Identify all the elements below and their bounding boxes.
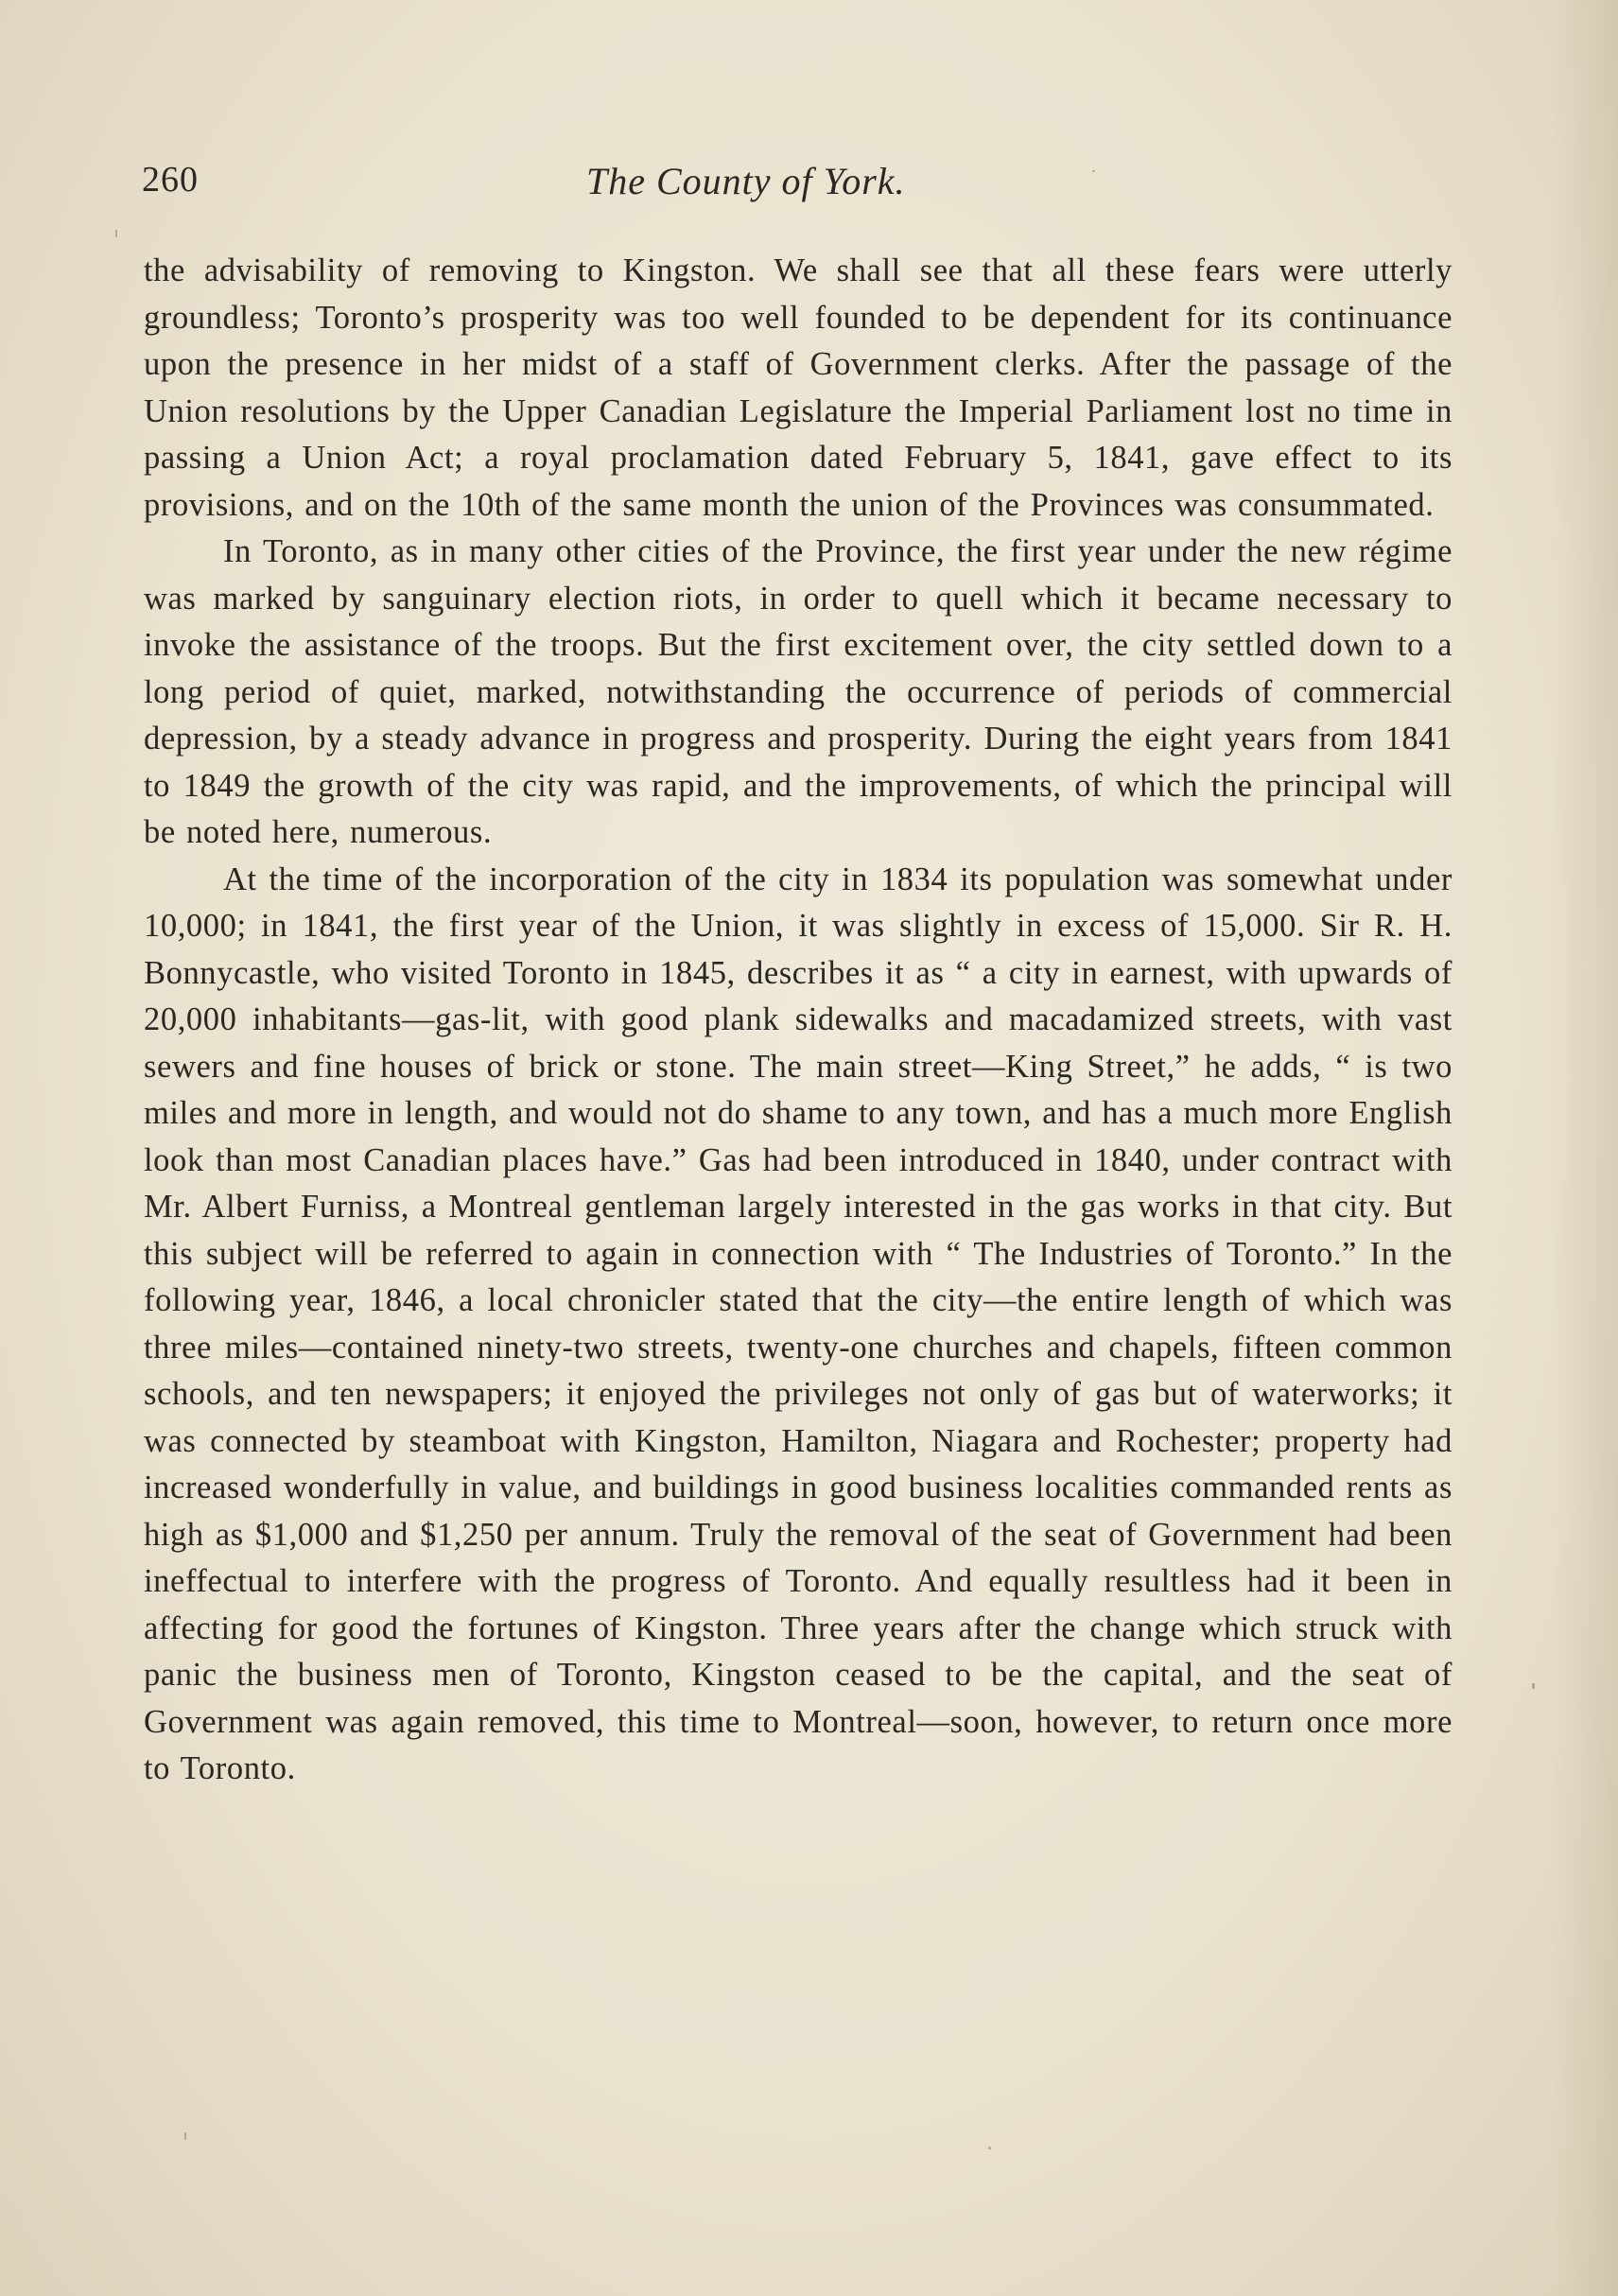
page-number: 260 <box>142 160 199 200</box>
ink-fleck <box>988 2147 991 2149</box>
body-text <box>144 248 1453 1793</box>
ink-fleck <box>115 230 117 237</box>
ink-fleck <box>184 2132 186 2140</box>
paragraph-3: At the time of the incorporation of the city in 1834 its population was somewhat under 10,000; in 1841, the first year of the Union, it was slightly in excess of 15,000. Sir R. H. Bonnycastle, who visited Toronto in 1845, describes it as “ a city in earnest, with upwards of 20,000 inhabitants—gas-lit, with good plank sidewalks and macadamized streets, with vast sewers and fine houses of brick or stone. The main street—King Street,” he adds, “ is two miles and more in length, and would not do shame to any town, and has a much more English look than most Canadian places have.” Gas had been introduced in 1840, under contract with Mr. Albert Furniss, a Montreal gentleman largely interested in the gas works in that city. But this subject will be referred to again in connection with “ The Industries of Toronto.” In the following year, 1846, a local chronicler stated that the city—the entire length of which was three miles—contained ninety-two streets, twenty-one churches and chapels, fifteen common schools, and ten newspapers; it enjoyed the privileges not only of gas but of waterworks; it was connected by steamboat with Kingston, Hamilton, Niagara and Rochester; property had increased wonderfully in value, and buildings in good business localities commanded rents as high as $1,000 and $1,250 per annum. Truly the removal of the seat of Government had been ineffectual to interfere with the progress of Toronto. And equally resultless had it been in affecting for good the fortunes of Kingston. Three years after the change which struck with panic the business men of Toronto, Kingston ceased to be the capital, and the seat of Government was again removed, this time to Montreal—soon, however, to return once more to Toronto. <box>144 861 1453 1786</box>
ink-fleck <box>1092 170 1095 172</box>
page-edge-shading <box>1552 0 1618 2296</box>
running-head <box>142 159 1456 216</box>
paragraph-1: the advisability of removing to Kingston. We shall see that all these fears were utterly groundless; Toronto’s prosperity was too well founded to be dependent for its continuance upon the presence in her midst of a staff of Government clerks. After the passage of the Union resolutions by the Upper Canadian Legislature the Imperial Parliament lost no time in passing a Union Act; a royal proclamation dated February 5, 1841, gave effect to its provisions, and on the 10th of the same month the union of the Provinces was consummated. <box>144 252 1453 523</box>
paragraph-2: In Toronto, as in many other cities of the Province, the first year under the new régime was marked by sanguinary election riots, in order to quell which it became necessary to invoke the assistance of the troops. But the first excitement over, the city settled down to a long period of quiet, marked, notwithstanding the occurrence of periods of commercial depression, by a steady advance in progress and prosperity. During the eight years from 1841 to 1849 the growth of the city was rapid, and the improvements, of which the principal will be noted here, numerous. <box>144 533 1453 850</box>
running-title: The County of York. <box>586 160 906 202</box>
ink-fleck <box>1532 1683 1535 1689</box>
